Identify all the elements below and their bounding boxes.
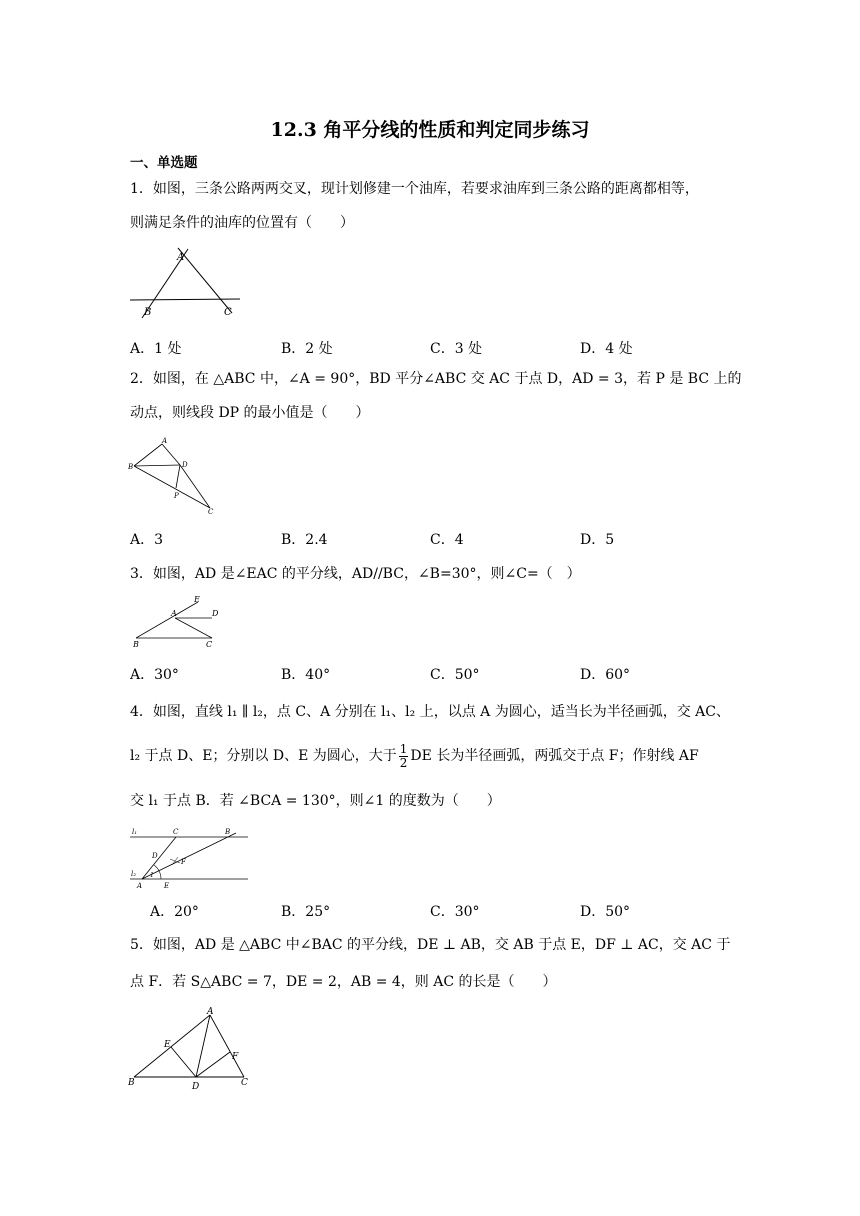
- q5-label-f: F: [232, 1052, 239, 1062]
- q4-text-line2-a: l₂ 于点 D、E；分别以 D、E 为圆心，大于: [130, 748, 397, 764]
- q3-option-c[interactable]: C．50°: [430, 667, 480, 683]
- q1-label-c: C: [224, 307, 232, 318]
- q4-label-f: F: [181, 858, 186, 866]
- q3-label-a: A: [171, 609, 177, 618]
- q2-label-a: A: [162, 437, 168, 445]
- q1-option-c[interactable]: C．3 处: [430, 341, 483, 357]
- q4-label-a: A: [137, 882, 143, 889]
- q2-label-d: D: [182, 461, 188, 469]
- q4-label-b: B: [225, 828, 231, 836]
- q5-label-e: E: [164, 1040, 171, 1050]
- q2-label-b: B: [128, 463, 134, 471]
- q4-label-c: C: [173, 828, 179, 836]
- q3-label-e: E: [194, 595, 200, 604]
- q2-label-p: P: [174, 492, 179, 500]
- q1-text-line1: 1．如图，三条公路两两交叉，现计划修建一个油库，若要求油库到三条公路的距离都相等，: [130, 181, 699, 197]
- q5-label-d: D: [192, 1082, 200, 1092]
- q4-option-a[interactable]: A．20°: [150, 904, 199, 920]
- q3-label-b: B: [133, 640, 139, 649]
- q4-text-line1: 4．如图，直线 l₁ ∥ l₂，点 C、A 分别在 l₁、l₂ 上，以点 A 为圆心，适当长为半径画弧，交 AC、: [130, 704, 730, 720]
- q4-text-line3: 交 l₁ 于点 B．若 ∠BCA = 130°，则∠1 的度数为（ ）: [130, 793, 501, 809]
- q4-label-angle1: 1: [150, 872, 154, 879]
- q1-option-d[interactable]: D．4 处: [580, 341, 633, 357]
- q4-text-line2-b: DE 长为半径画弧，两弧交于点 F；作射线 AF: [410, 748, 699, 764]
- q3-label-c: C: [206, 640, 213, 649]
- q1-text-line2: 则满足条件的油库的位置有（ ）: [130, 215, 354, 231]
- q2-option-a[interactable]: A．3: [130, 532, 164, 548]
- q5-text-line1: 5．如图，AD 是 △ABC 中∠BAC 的平分线，DE ⊥ AB，交 AB 于点 E，DF ⊥ AC，交 AC 于: [130, 937, 731, 953]
- q4-fraction: [399, 743, 409, 770]
- q2-option-b[interactable]: B．2.4: [281, 532, 328, 548]
- q2-text-line2: 动点，则线段 DP 的最小值是（ ）: [130, 405, 370, 421]
- q5-label-c: C: [241, 1078, 248, 1088]
- page-title: 12.3 角平分线的性质和判定同步练习: [270, 119, 590, 141]
- q4-fraction-denominator: 2: [399, 755, 408, 770]
- q1-option-a[interactable]: A．1 处: [130, 341, 182, 357]
- q3-label-d: D: [212, 609, 219, 618]
- q3-option-b[interactable]: B．40°: [281, 667, 331, 683]
- q1-figure: [128, 245, 244, 320]
- q3-option-a[interactable]: A．30°: [130, 667, 179, 683]
- q4-label-l1: l₁: [132, 828, 138, 836]
- q2-text-line1: 2．如图，在 △ABC 中，∠A = 90°，BD 平分∠ABC 交 AC 于点 D，AD = 3，若 P 是 BC 上的: [130, 371, 742, 387]
- q5-label-b: B: [128, 1078, 135, 1088]
- q5-figure: [126, 1005, 258, 1093]
- section-heading: 一、单选题: [130, 155, 198, 171]
- q2-option-c[interactable]: C．4: [430, 532, 464, 548]
- q1-label-a: A: [177, 252, 185, 263]
- q3-text-line1: 3．如图，AD 是∠EAC 的平分线，AD//BC，∠B=30°，则∠C=（ ）: [130, 566, 581, 582]
- q4-label-l2: l₂: [131, 870, 137, 878]
- q3-figure: [128, 594, 224, 650]
- q1-label-b: B: [144, 307, 152, 318]
- q4-figure: [128, 823, 252, 889]
- q3-option-d[interactable]: D．60°: [580, 667, 631, 683]
- q5-text-line2: 点 F．若 S△ABC = 7，DE = 2，AB = 4，则 AC 的长是（ ）: [130, 974, 557, 990]
- q4-label-e: E: [164, 882, 170, 889]
- q1-option-b[interactable]: B．2 处: [281, 341, 333, 357]
- q4-fraction-numerator: 1: [399, 741, 408, 756]
- q4-option-c[interactable]: C．30°: [430, 904, 480, 920]
- q2-option-d[interactable]: D．5: [580, 532, 615, 548]
- q2-label-c: C: [208, 508, 214, 516]
- q4-label-d: D: [152, 852, 158, 860]
- q4-option-d[interactable]: D．50°: [580, 904, 631, 920]
- q4-option-b[interactable]: B．25°: [281, 904, 331, 920]
- q5-label-a: A: [207, 1007, 214, 1017]
- q2-figure: [126, 436, 218, 516]
- q4-text-line2: [130, 740, 699, 772]
